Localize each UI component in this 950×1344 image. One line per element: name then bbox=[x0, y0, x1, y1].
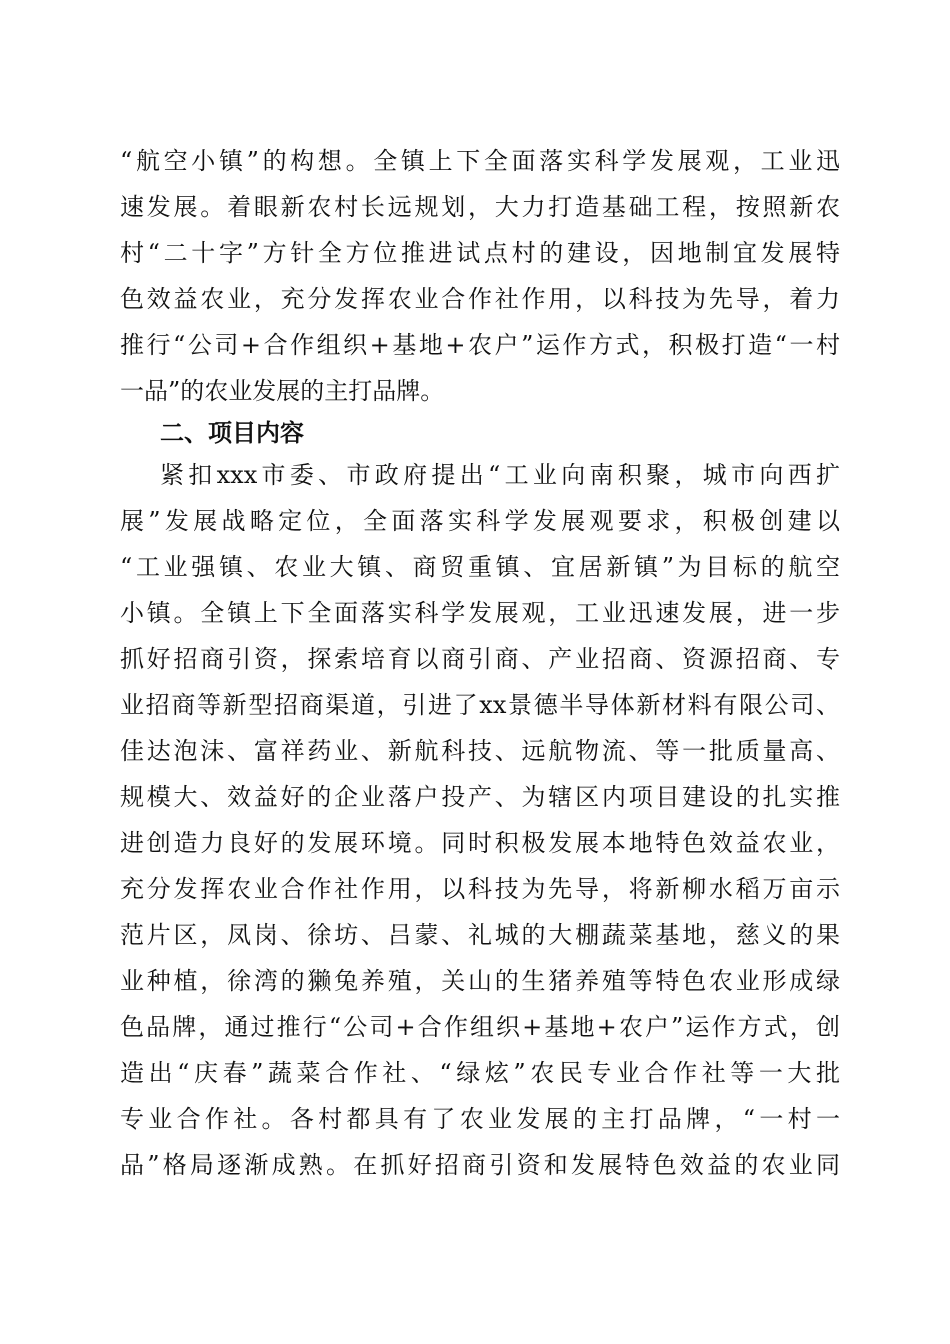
paragraph-line: 品”格局逐渐成熟。在抓好招商引资和发展特色效益的农业同 bbox=[120, 1151, 840, 1179]
paragraph-line: 造出“庆春”蔬菜合作社、“绿炫”农民专业合作社等一大批 bbox=[120, 1059, 840, 1087]
paragraph-line: 小镇。全镇上下全面落实科学发展观，工业迅速发展，进一步 bbox=[120, 599, 840, 627]
section-heading: 二、项目内容 bbox=[160, 419, 304, 447]
paragraph-line: 充分发挥农业合作社作用，以科技为先导，将新柳水稻万亩示 bbox=[120, 875, 840, 903]
paragraph-line: 展”发展战略定位，全面落实科学发展观要求，积极创建以 bbox=[120, 507, 840, 535]
paragraph-line: 推行“公司+合作组织+基地+农户”运作方式，积极打造“一村 bbox=[120, 331, 840, 359]
paragraph-line: 范片区，凤岗、徐坊、吕蒙、礼城的大棚蔬菜基地，慈义的果 bbox=[120, 921, 840, 949]
paragraph-line: 抓好招商引资，探索培育以商引商、产业招商、资源招商、专 bbox=[120, 645, 840, 673]
paragraph-line: 一品”的农业发展的主打品牌。 bbox=[120, 377, 445, 405]
paragraph-line: 色品牌，通过推行“公司+合作组织+基地+农户”运作方式，创 bbox=[120, 1013, 840, 1041]
paragraph-line: “航空小镇”的构想。全镇上下全面落实科学发展观，工业迅 bbox=[120, 147, 840, 175]
paragraph-line: 专业合作社。各村都具有了农业发展的主打品牌，“一村一 bbox=[120, 1105, 840, 1133]
paragraph-line: 规模大、效益好的企业落户投产、为辖区内项目建设的扎实推 bbox=[120, 783, 840, 811]
paragraph-line: 村“二十字”方针全方位推进试点村的建设，因地制宜发展特 bbox=[120, 239, 840, 267]
paragraph-line: 速发展。着眼新农村长远规划，大力打造基础工程，按照新农 bbox=[120, 193, 840, 221]
paragraph-line: 紧扣xxx市委、市政府提出“工业向南积聚，城市向西扩 bbox=[160, 461, 840, 489]
paragraph-line: 业种植，徐湾的獭兔养殖，关山的生猪养殖等特色农业形成绿 bbox=[120, 967, 840, 995]
paragraph-line: “工业强镇、农业大镇、商贸重镇、宜居新镇”为目标的航空 bbox=[120, 553, 840, 581]
paragraph-line: 色效益农业，充分发挥农业合作社作用，以科技为先导，着力 bbox=[120, 285, 840, 313]
paragraph-line: 佳达泡沫、富祥药业、新航科技、远航物流、等一批质量高、 bbox=[120, 737, 840, 765]
paragraph-line: 业招商等新型招商渠道，引进了xx景德半导体新材料有限公司、 bbox=[120, 691, 840, 719]
paragraph-line: 进创造力良好的发展环境。同时积极发展本地特色效益农业， bbox=[120, 829, 840, 857]
